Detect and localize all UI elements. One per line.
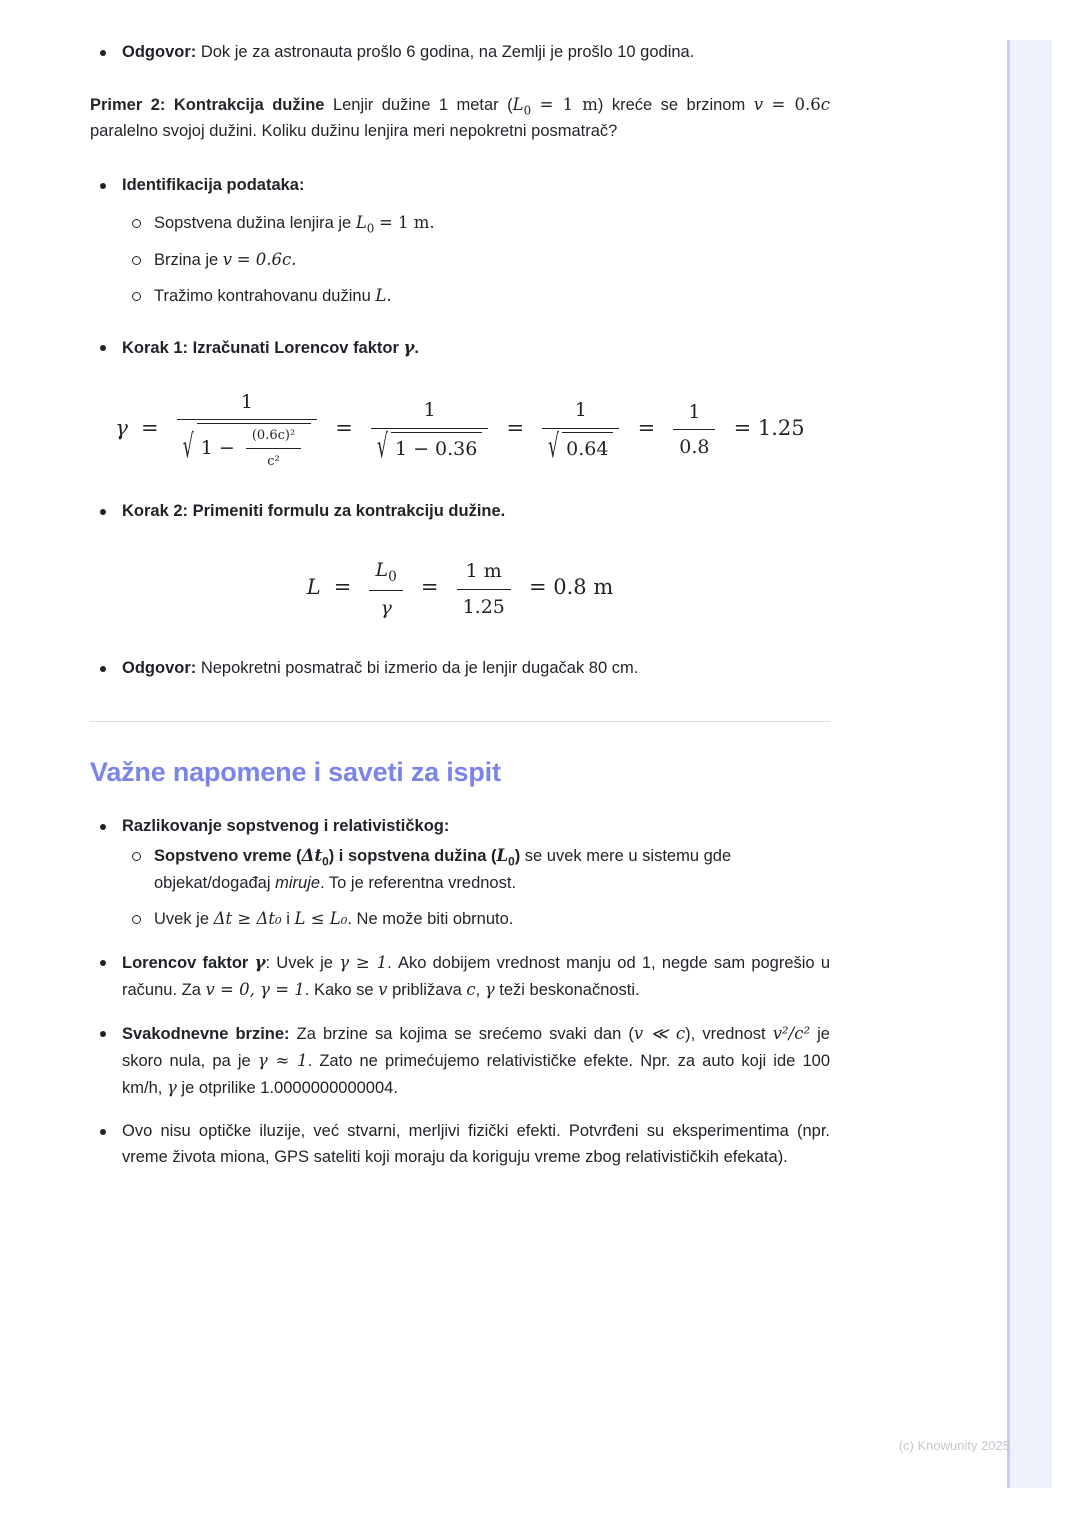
formula-gamma-eq-4: = — [637, 415, 656, 440]
notes-subitem-1 — [122, 843, 830, 896]
example-2-text-c: paralelno svojoj dužini. Koliku dužinu lenjira meri nepokretni posmatrač? — [90, 122, 618, 141]
identification-list — [90, 173, 830, 309]
identification-sub-item — [122, 283, 830, 310]
answer-2-item — [90, 656, 830, 682]
step-2-heading: Korak 2: Primeniti formulu za kontrakciju dužine. — [122, 501, 506, 520]
answer-2-list — [90, 656, 830, 682]
notes-item-2-math-e: c — [466, 979, 476, 999]
notes-item-2-bold: Lorencov faktor — [122, 954, 249, 973]
notes-item-2-text-f: teži beskonačnosti. — [499, 980, 640, 999]
notes-subitem-2 — [122, 906, 830, 933]
notes-subitem-1-italic: miruje — [275, 874, 321, 893]
formula-gamma-term-1-den — [177, 420, 317, 472]
section-title: Važne napomene i saveti za ispit — [90, 757, 501, 788]
example-2-label: Primer 2: Kontrakcija dužine — [90, 95, 325, 114]
answer-2-text: Nepokretni posmatrač bi izmerio da je lenjir dugačak 80 cm. — [200, 658, 639, 677]
step-1-heading: Korak 1: Izračunati Lorencov faktor — [122, 339, 399, 358]
notes-subitem-1-e: se uvek mere u sistemu gde objekat/događaj — [154, 847, 732, 893]
identification-sub-pre: Sopstvena dužina lenjira je — [154, 214, 352, 233]
identification-sub-pre: Brzina je — [154, 251, 219, 270]
identification-sub-math: L — [375, 285, 387, 305]
formula-length-eq-2: = — [420, 575, 439, 600]
formula-gamma-term-2 — [371, 396, 488, 464]
formula-gamma-inner-num: (0.6c)² — [246, 426, 301, 449]
example-2-v: v — [753, 94, 764, 114]
formula-gamma-term-4-den: 0.8 — [679, 436, 710, 459]
watermark: (c) Knowunity 2025 — [898, 1437, 1010, 1453]
formula-gamma-inner-den: c² — [267, 454, 280, 470]
page-side-strip — [1010, 40, 1052, 1488]
step-1-gamma: γ — [403, 338, 415, 358]
answer-1-list — [90, 40, 830, 66]
notes-subitem-1-f: . To je referentna vrednost. — [320, 874, 517, 893]
formula-gamma-term-2-den — [371, 429, 488, 464]
notes-item-3-text-c: je skoro nula, pa je — [122, 1025, 830, 1070]
formula-length-term-2-num: 1 m — [457, 557, 511, 589]
identification-sub-item — [122, 210, 830, 238]
notes-item-2-math-f: γ — [484, 979, 495, 999]
formula-gamma-inner-frac — [246, 426, 301, 472]
answer-2-label: Odgovor: — [122, 658, 197, 677]
notes-subitem-1-L0-sub: 0 — [508, 854, 515, 869]
identification-sub-post: = 0.6c. — [236, 250, 297, 270]
step-2-item — [90, 499, 830, 525]
answer-1-item — [90, 40, 830, 66]
example-2-text-a: Lenjir dužine 1 metar ( — [332, 95, 513, 114]
formula-gamma-result: = 1.25 — [733, 415, 805, 440]
notes-item-2-text-d: približava — [392, 980, 462, 999]
notes-subitem-1-L0: L — [496, 846, 509, 866]
notes-item-3 — [90, 1021, 830, 1101]
formula-gamma-term-1-num: 1 — [177, 388, 317, 420]
example-2-paragraph — [90, 92, 830, 145]
notes-item-2-text-c: . Kako se — [304, 980, 374, 999]
step-1-heading-end: . — [414, 339, 420, 358]
formula-length-term-1-den: γ — [380, 597, 392, 620]
notes-item-2-text-b: . Ako dobijem vrednost manju od 1, negde sam pogrešio u računu. Za — [122, 954, 831, 999]
notes-item-2-math-c: v = 0, γ = 1 — [205, 979, 305, 999]
page-side-strip-edge — [1007, 40, 1010, 1488]
notes-item-4-text: Ovo nisu optičke iluzije, već stvarni, merljivi fizički efekti. Potvrđeni su eksperimentima (npr. vreme života miona, GPS sateliti koji moraju da koriguju vreme zbog relativističkih efekata). — [122, 1122, 830, 1166]
identification-sublist — [122, 210, 830, 309]
notes-subitem-1-a: Sopstveno vreme ( — [154, 847, 302, 866]
notes-sublist-1 — [122, 843, 830, 932]
identification-sub-post: = 1 m. — [378, 213, 435, 233]
formula-length-lhs: L — [306, 575, 321, 600]
formula-gamma-lhs: γ — [115, 415, 128, 440]
identification-sub-item — [122, 247, 830, 274]
notes-subitem-1-c: sopstvena dužina ( — [347, 847, 497, 866]
notes-subitem-1-b: ) i — [328, 847, 348, 866]
identification-sub-math-sub: 0 — [366, 221, 375, 236]
sqrt-icon — [183, 423, 311, 472]
notes-subitem-1-dt: Δt — [301, 846, 323, 866]
notes-item-3-text-a: Za brzine sa kojima se srećemo svaki dan ( — [296, 1025, 634, 1044]
formula-gamma-term-4 — [673, 398, 715, 463]
notes-item-2 — [90, 950, 830, 1003]
notes-list — [90, 814, 830, 1170]
example-2-L0: L — [512, 94, 524, 114]
notes-item-4 — [90, 1119, 830, 1170]
formula-length-term-1-num: $L_0$ — [369, 556, 402, 591]
identification-sub-math: v — [222, 250, 233, 270]
notes-item-2-text-a: : Uvek je — [265, 954, 333, 973]
notes-item-2-gamma: γ — [254, 953, 266, 973]
sqrt-icon: √ 0.64 — [548, 432, 613, 464]
identification-sub-math: L — [355, 213, 367, 233]
step-1-list — [90, 335, 830, 362]
notes-item-3-math-a: v ≪ c — [633, 1024, 686, 1044]
notes-subitem-2-c: . Ne može biti obrnuto. — [347, 909, 514, 928]
notes-subitem-2-math: Δt ≥ Δt₀ — [213, 908, 282, 928]
formula-gamma-eq-2: = — [335, 415, 353, 440]
notes-subitem-1-dt-sub: 0 — [322, 854, 329, 869]
sqrt-icon: √ 1 − 0.36 — [377, 432, 482, 464]
section-divider — [90, 721, 830, 722]
formula-gamma — [90, 388, 830, 473]
formula-length-term-2-den: 1.25 — [462, 595, 505, 618]
notes-item-3-text-d: . Zato ne primećujemo relativističke efekte. Npr. za auto koji ide 100 km/h, — [122, 1051, 830, 1097]
example-2-c: c — [820, 94, 830, 114]
example-2-L0-value: = 1 m — [539, 94, 598, 114]
identification-sub-pre: Tražimo kontrahovanu dužinu — [154, 286, 371, 305]
example-2-L0-sub: 0 — [523, 102, 532, 117]
notes-item-3-text-b: ), vrednost — [685, 1025, 766, 1044]
document-content — [90, 40, 830, 1176]
formula-gamma-term-3-num: 1 — [542, 396, 619, 428]
formula-length-term-2 — [457, 557, 511, 622]
formula-gamma-term-3-den — [542, 429, 619, 464]
identification-heading-item — [90, 173, 830, 309]
step-2-list — [90, 499, 830, 525]
notes-item-3-math-b: v²/c² — [772, 1024, 811, 1044]
formula-gamma-term-4-num: 1 — [673, 398, 715, 430]
notes-item-3-math-d: γ — [166, 1077, 177, 1097]
identification-heading: Identifikacija podataka: — [122, 175, 305, 194]
notes-item-2-text-e: , — [475, 980, 481, 999]
formula-gamma-term-1 — [177, 388, 317, 473]
notes-item-2-math-d: v — [378, 979, 388, 999]
formula-gamma-term-3 — [542, 396, 619, 464]
answer-1-label: Odgovor: — [122, 43, 197, 61]
step-1-item — [90, 335, 830, 362]
notes-item-3-text-e: je otprilike 1.0000000000004. — [181, 1078, 398, 1097]
formula-gamma-eq-3: = — [506, 415, 525, 440]
notes-item-1-heading: Razlikovanje sopstvenog i relativističkog: — [122, 816, 450, 835]
notes-subitem-2-b: i — [286, 909, 290, 928]
notes-item-1 — [90, 814, 830, 932]
notes-item-3-bold: Svakodnevne brzine: — [122, 1025, 290, 1044]
notes-subitem-2-math-2: L ≤ L₀ — [294, 908, 348, 928]
formula-length — [90, 556, 830, 623]
formula-length-term-1 — [369, 556, 402, 623]
notes-item-2-math-b: γ ≥ 1 — [339, 953, 388, 973]
notes-subitem-1-d: ) — [514, 847, 521, 866]
formula-gamma-term-2-num: 1 — [371, 396, 488, 428]
notes-subitem-2-a: Uvek je — [154, 909, 210, 928]
example-2-text-b: ) kreće se brzinom — [597, 95, 746, 114]
notes-item-3-math-c: γ ≈ 1 — [257, 1050, 308, 1070]
answer-1-text: Dok je za astronauta prošlo 6 godina, na Zemlji je prošlo 10 godina. — [200, 43, 695, 61]
formula-length-eq: = — [333, 575, 352, 600]
formula-gamma-eq: = — [141, 415, 159, 440]
identification-sub-post: . — [386, 285, 392, 305]
formula-length-result: = 0.8 m — [529, 575, 614, 600]
formula-gamma-sqrt-text: 1 − — [200, 437, 235, 460]
example-2-v-value: = 0.6 — [771, 94, 821, 114]
